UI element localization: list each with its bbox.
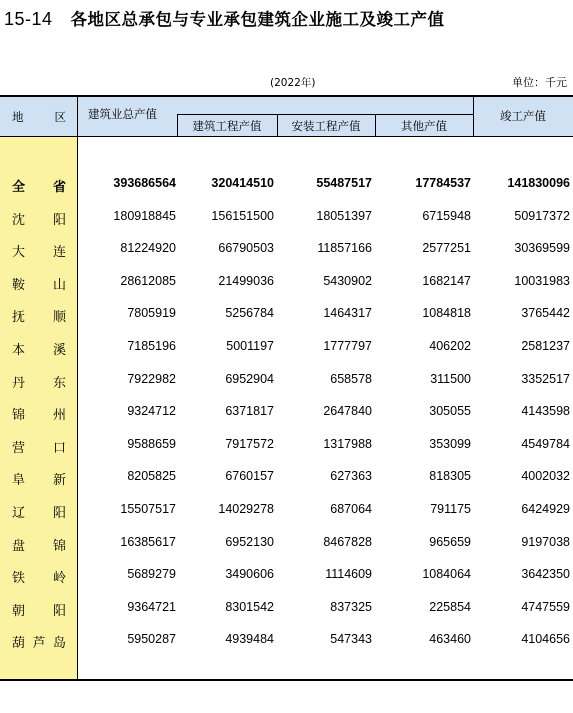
region-name: 盘 锦 bbox=[12, 538, 66, 554]
subheader-rule bbox=[177, 114, 473, 115]
cell-installation: 5430902 bbox=[323, 273, 372, 288]
cell-installation: 55487517 bbox=[316, 176, 372, 190]
cell-total: 7185196 bbox=[127, 339, 176, 353]
cell-construction: 6952130 bbox=[225, 534, 274, 549]
cell-installation: 11857166 bbox=[317, 241, 372, 256]
header-other: 其他产值 bbox=[401, 119, 447, 133]
cell-construction: 6371817 bbox=[225, 404, 274, 419]
table-row bbox=[0, 331, 573, 363]
cell-construction: 6760157 bbox=[225, 469, 274, 484]
cell-construction: 3490606 bbox=[225, 567, 274, 582]
cell-construction: 156151500 bbox=[211, 208, 274, 223]
cell-other: 1084818 bbox=[422, 306, 471, 321]
region-name: 大 连 bbox=[12, 245, 66, 261]
page-title bbox=[4, 6, 445, 30]
table-number: 15-14 bbox=[4, 9, 53, 29]
cell-completed: 4002032 bbox=[521, 469, 570, 484]
cell-completed: 4104656 bbox=[521, 632, 570, 647]
table-row bbox=[0, 396, 573, 428]
cell-installation: 2647840 bbox=[323, 404, 372, 419]
cell-construction: 320414510 bbox=[211, 176, 274, 190]
cell-total: 81224920 bbox=[120, 241, 176, 256]
cell-construction: 4939484 bbox=[225, 632, 274, 647]
cell-installation: 837325 bbox=[330, 599, 372, 614]
cell-total: 15507517 bbox=[120, 502, 176, 516]
cell-construction: 14029278 bbox=[218, 502, 274, 516]
header-bottom-rule bbox=[0, 136, 573, 137]
region-name: 全 省 bbox=[12, 180, 66, 195]
cell-completed: 2581237 bbox=[521, 339, 570, 353]
cell-other: 406202 bbox=[429, 339, 471, 353]
cell-completed: 50917372 bbox=[514, 208, 570, 223]
header-installation: 安装工程产值 bbox=[291, 119, 361, 133]
cell-construction: 7917572 bbox=[225, 436, 274, 451]
cell-completed: 6424929 bbox=[521, 502, 570, 516]
table-row bbox=[0, 592, 573, 624]
cell-total: 16385617 bbox=[120, 534, 176, 549]
cell-other: 6715948 bbox=[422, 208, 471, 223]
table-row bbox=[0, 298, 573, 330]
table-row bbox=[0, 494, 573, 526]
cell-construction: 6952904 bbox=[225, 371, 274, 386]
cell-installation: 658578 bbox=[330, 371, 372, 386]
cell-installation: 1317988 bbox=[323, 436, 372, 451]
header-completed: 竣工产值 bbox=[500, 109, 546, 123]
table-row bbox=[0, 201, 573, 233]
table-row bbox=[0, 559, 573, 591]
cell-other: 965659 bbox=[429, 534, 471, 549]
year-note: (2022年) bbox=[270, 77, 316, 89]
cell-other: 1682147 bbox=[422, 273, 471, 288]
cell-other: 305055 bbox=[429, 404, 471, 419]
cell-total: 28612085 bbox=[120, 273, 176, 288]
cell-total: 180918845 bbox=[113, 208, 176, 223]
cell-construction: 66790503 bbox=[218, 241, 274, 256]
cell-total: 9364721 bbox=[127, 599, 176, 614]
table-row bbox=[0, 429, 573, 461]
region-name: 葫 芦 岛 bbox=[12, 636, 66, 652]
cell-installation: 1777797 bbox=[323, 339, 372, 353]
table-row bbox=[0, 624, 573, 656]
region-name: 丹 东 bbox=[12, 375, 66, 391]
cell-total: 9324712 bbox=[127, 404, 176, 419]
region-name: 朝 阳 bbox=[12, 603, 66, 619]
cell-installation: 8467828 bbox=[323, 534, 372, 549]
cell-total: 9588659 bbox=[127, 436, 176, 451]
cell-other: 225854 bbox=[429, 599, 471, 614]
header-top-rule bbox=[0, 95, 573, 97]
cell-installation: 18051397 bbox=[316, 208, 372, 223]
cell-other: 818305 bbox=[429, 469, 471, 484]
region-name: 辽 阳 bbox=[12, 506, 66, 521]
cell-total: 7922982 bbox=[127, 371, 176, 386]
cell-completed: 4143598 bbox=[521, 404, 570, 419]
cell-other: 17784537 bbox=[415, 176, 471, 190]
cell-installation: 687064 bbox=[330, 502, 372, 516]
region-name: 鞍 山 bbox=[12, 277, 66, 293]
cell-completed: 30369599 bbox=[514, 241, 570, 256]
cell-construction: 5256784 bbox=[225, 306, 274, 321]
region-name: 抚 顺 bbox=[12, 310, 66, 326]
header-construction: 建筑工程产值 bbox=[192, 119, 262, 133]
cell-construction: 5001197 bbox=[226, 339, 274, 353]
header-total-output: 建筑业总产值 bbox=[88, 107, 157, 121]
cell-total: 8205825 bbox=[127, 469, 176, 484]
cell-other: 1084064 bbox=[422, 567, 471, 582]
unit-note: 单位：千元 bbox=[512, 76, 567, 89]
table-bottom-rule bbox=[0, 679, 573, 681]
cell-completed: 3352517 bbox=[521, 371, 570, 386]
cell-other: 791175 bbox=[430, 502, 471, 516]
cell-total: 5950287 bbox=[127, 632, 176, 647]
region-name: 锦 州 bbox=[12, 408, 66, 424]
cell-installation: 1114609 bbox=[325, 567, 372, 582]
cell-other: 311500 bbox=[430, 371, 471, 386]
cell-construction: 21499036 bbox=[218, 273, 274, 288]
region-name: 沈 阳 bbox=[12, 212, 66, 228]
table-row bbox=[0, 461, 573, 493]
table-row bbox=[0, 266, 573, 298]
cell-construction: 8301542 bbox=[225, 599, 274, 614]
cell-completed: 9197038 bbox=[521, 534, 570, 549]
cell-completed: 10031983 bbox=[514, 273, 570, 288]
region-name: 营 口 bbox=[12, 440, 66, 456]
cell-total: 393686564 bbox=[113, 176, 176, 190]
table-row-total bbox=[0, 168, 573, 200]
cell-installation: 627363 bbox=[330, 469, 372, 484]
table-row bbox=[0, 233, 573, 265]
region-name: 阜 新 bbox=[12, 473, 66, 489]
cell-other: 2577251 bbox=[422, 241, 471, 256]
region-name: 本 溪 bbox=[12, 343, 66, 358]
region-name: 铁 岭 bbox=[12, 571, 66, 587]
cell-installation: 547343 bbox=[330, 632, 372, 647]
cell-completed: 4549784 bbox=[521, 436, 570, 451]
cell-total: 7805919 bbox=[127, 306, 176, 321]
table-row bbox=[0, 364, 573, 396]
table-row bbox=[0, 527, 573, 559]
table-title-text: 各地区总承包与专业承包建筑企业施工及竣工产值 bbox=[70, 10, 445, 29]
cell-other: 353099 bbox=[429, 436, 471, 451]
cell-total: 5689279 bbox=[127, 567, 176, 582]
cell-completed: 3765442 bbox=[521, 306, 570, 321]
header-region: 地 区 bbox=[12, 110, 66, 124]
cell-installation: 1464317 bbox=[323, 306, 372, 321]
cell-completed: 3642350 bbox=[521, 567, 570, 582]
cell-other: 463460 bbox=[429, 632, 471, 647]
cell-completed: 141830096 bbox=[507, 176, 570, 190]
cell-completed: 4747559 bbox=[521, 599, 570, 614]
